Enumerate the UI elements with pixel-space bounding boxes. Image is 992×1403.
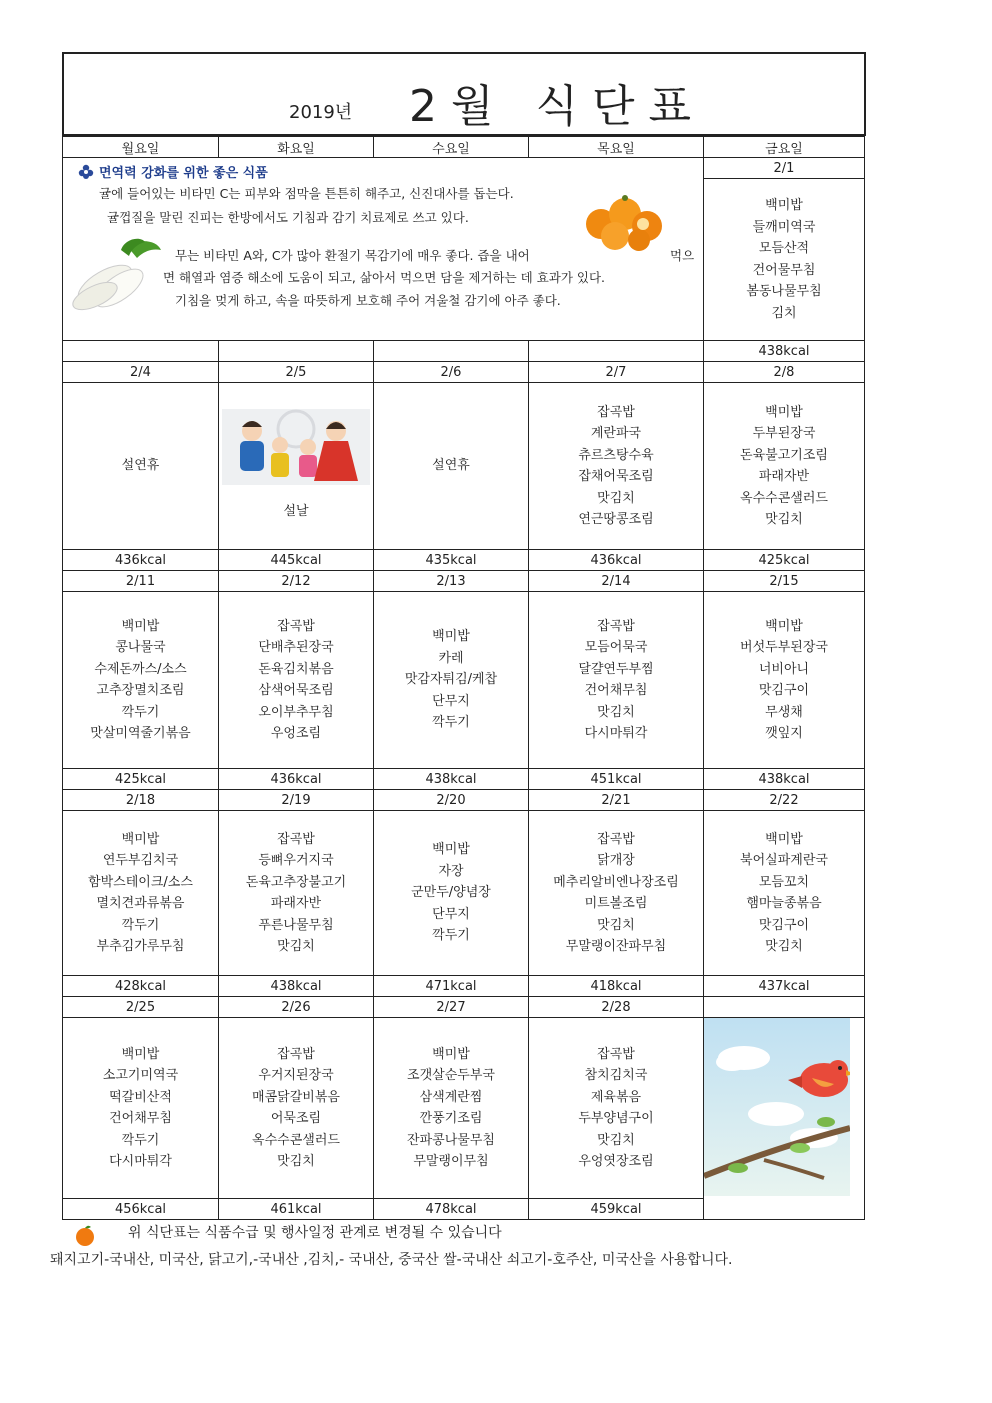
date-2-27: 2/27	[374, 997, 529, 1018]
menu-item: 건어채무침	[584, 683, 648, 698]
menu-item: 콩나물국	[115, 640, 166, 655]
menu-item: 제육볶음	[590, 1089, 642, 1105]
menu-item: 다시마튀각	[109, 1154, 172, 1169]
page-title: 2월 식단표	[409, 81, 705, 132]
menu-item: 깍두기	[121, 704, 160, 720]
menu-item: 잡곡밥	[277, 618, 315, 634]
menu-item: 들깨미역국	[752, 219, 816, 235]
menu-item: 파래자반	[758, 469, 810, 484]
menu-item: 잡곡밥	[597, 831, 635, 847]
meal-plan-sheet	[62, 52, 864, 1222]
weekday-thu: 목요일	[529, 137, 704, 158]
menu-item: 햄마늘종볶음	[746, 896, 822, 911]
menu-item: 우거지된장국	[258, 1068, 334, 1083]
menu-cell-2-13	[374, 592, 529, 769]
date-2-8: 2/8	[704, 362, 865, 383]
menu-item: 돈육김치볶음	[258, 661, 334, 677]
menu-item: 건어물무침	[752, 262, 816, 278]
menu-item: 연근땅콩조림	[578, 512, 654, 527]
menu-item: 깍두기	[121, 917, 160, 933]
weekday-mon: 월요일	[63, 137, 219, 158]
menu-item: 깍두기	[432, 715, 470, 731]
menu-item: 깍두기	[121, 1132, 160, 1148]
date-2-15: 2/15	[704, 571, 865, 592]
menu-item: 돈육고추장불고기	[245, 874, 347, 890]
date-2-28: 2/28	[529, 997, 704, 1018]
menu-item: 맛김구이	[758, 683, 810, 698]
menu-item: 참치김치국	[584, 1068, 648, 1083]
menu-item: 버섯두부된장국	[740, 640, 828, 655]
menu-item: 깍두기	[432, 928, 470, 944]
date-2-22: 2/22	[704, 790, 865, 811]
menu-item: 설연휴	[432, 458, 470, 474]
menu-cell-2-11	[63, 592, 219, 769]
menu-item: 어묵조림	[270, 1111, 322, 1126]
kcal-2-15: 438kcal	[704, 769, 865, 790]
menu-item: 연두부김치국	[102, 853, 179, 868]
menu-item: 오이부추무침	[258, 704, 334, 720]
info-line-3: 무는 비타민 A와, C가 많아 환절기 목감기에 매우 좋다. 즙을 내어	[175, 248, 530, 263]
menu-item: 옥수수콘샐러드	[740, 490, 828, 506]
weekday-tue: 화요일	[219, 137, 374, 158]
info-heading: 면역력 강화를 위한 좋은 식품	[99, 166, 268, 181]
menu-item: 메추리알비엔나장조림	[553, 874, 679, 890]
menu-item: 등뼈우거지국	[258, 853, 334, 868]
menu-cell-2-8	[704, 383, 865, 550]
kcal-2-6: 435kcal	[374, 550, 529, 571]
menu-item: 무말랭이잔파무침	[565, 939, 667, 954]
menu-cell-2-25	[63, 1018, 219, 1199]
menu-item: 맛김치	[277, 1154, 315, 1169]
menu-item: 잔파콩나물무침	[407, 1132, 495, 1148]
info-line-2: 귤껍질을 말린 진피는 한방에서도 기침과 감기 치료제로 쓰고 있다.	[107, 210, 469, 225]
menu-item: 백미밥	[121, 618, 160, 634]
date-2-26: 2/26	[219, 997, 374, 1018]
date-2-19: 2/19	[219, 790, 374, 811]
origin-notice: 돼지고기-국내산, 미국산, 닭고기,-국내산 ,김치,- 국내산, 중국산 쌀-국내산 쇠고기-호주산, 미국산을 사용합니다.	[50, 1252, 733, 1268]
menu-item: 백미밥	[765, 198, 803, 214]
menu-item: 백미밥	[121, 831, 160, 847]
menu-item: 잡곡밥	[597, 404, 635, 420]
menu-cell-2-12	[219, 592, 374, 769]
info-line-6: 기침을 멎게 하고, 속을 따뜻하게 보호해 주어 겨울철 감기에 아주 좋다.	[175, 293, 561, 308]
menu-item: 우엉엿장조림	[578, 1154, 654, 1169]
menu-cell-2-14	[529, 592, 704, 769]
date-2-7: 2/7	[529, 362, 704, 383]
menu-cell-2-27	[374, 1018, 529, 1199]
menu-item: 백미밥	[432, 1046, 470, 1062]
year-label: 2019년	[289, 102, 353, 123]
kcal-2-13: 438kcal	[374, 769, 529, 790]
menu-item: 설연휴	[121, 458, 160, 474]
menu-cell-2-4	[63, 383, 219, 550]
radish-image	[67, 236, 163, 318]
menu-cell-2-20	[374, 811, 529, 976]
menu-cell-2-5	[219, 383, 374, 550]
kcal-2-4: 436kcal	[63, 550, 219, 571]
menu-item: 무생채	[765, 704, 803, 720]
date-2-6: 2/6	[374, 362, 529, 383]
date-2-18: 2/18	[63, 790, 219, 811]
menu-item: 츄르츠탕수육	[578, 447, 654, 463]
menu-item: 북어실파계란국	[740, 853, 828, 868]
menu-item: 두부된장국	[752, 426, 816, 441]
menu-item: 고추장멸치조림	[96, 683, 185, 698]
menu-item: 잡채어묵조림	[578, 469, 654, 484]
menu-item: 백미밥	[121, 1046, 160, 1062]
menu-item: 맛감자튀김/케찹	[404, 672, 498, 688]
menu-cell-2-19	[219, 811, 374, 976]
kcal-2-20: 471kcal	[374, 976, 529, 997]
menu-cell-2-18	[63, 811, 219, 976]
menu-cell-2-1	[704, 179, 865, 341]
info-line-1: 귤에 들어있는 비타민 C는 피부와 점막을 튼튼히 해주고, 신진대사를 돕는다.	[99, 186, 514, 201]
title-box	[62, 52, 866, 136]
kcal-2-5: 445kcal	[219, 550, 374, 571]
menu-item: 돈육불고기조림	[740, 447, 828, 463]
menu-item: 두부양념구이	[578, 1111, 654, 1126]
menu-item: 군만두/양념장	[411, 885, 491, 901]
date-2-13: 2/13	[374, 571, 529, 592]
date-2-1: 2/1	[704, 158, 865, 179]
empty-cell	[374, 341, 529, 362]
menu-item: 백미밥	[765, 618, 803, 634]
menu-item: 떡갈비산적	[109, 1089, 172, 1105]
kcal-2-8: 425kcal	[704, 550, 865, 571]
kcal-2-25: 456kcal	[63, 1199, 219, 1220]
menu-item: 백미밥	[765, 831, 803, 847]
menu-item: 계란파국	[590, 426, 642, 441]
menu-item: 단무지	[432, 693, 470, 709]
menu-item: 미트볼조림	[584, 896, 648, 911]
empty-cell	[63, 341, 219, 362]
menu-item: 깻잎지	[765, 726, 803, 741]
menu-item: 다시마튀각	[584, 726, 648, 741]
menu-item: 푸른나물무침	[258, 917, 334, 933]
menu-item: 조갯살순두부국	[407, 1068, 495, 1083]
kcal-2-18: 428kcal	[63, 976, 219, 997]
kcal-2-14: 451kcal	[529, 769, 704, 790]
menu-item: 너비아니	[758, 661, 810, 677]
menu-cell-2-22	[704, 811, 865, 976]
menu-item: 맛김치	[765, 939, 803, 954]
menu-item: 봄동나물무침	[746, 284, 822, 300]
menu-item: 잡곡밥	[277, 831, 315, 847]
family-hanbok-image	[222, 409, 370, 485]
kcal-2-28: 459kcal	[529, 1199, 704, 1220]
menu-item: 설날	[283, 504, 309, 520]
kcal-2-22: 437kcal	[704, 976, 865, 997]
menu-item: 백미밥	[765, 404, 803, 420]
menu-item: 우엉조림	[270, 726, 322, 741]
menu-cell-2-28	[529, 1018, 704, 1199]
menu-item: 자장	[438, 863, 464, 879]
menu-item: 맛김치	[597, 490, 635, 506]
weekday-fri: 금요일	[704, 137, 865, 158]
menu-item: 단무지	[432, 906, 470, 922]
menu-item: 삼색계란찜	[419, 1089, 483, 1105]
weekday-wed: 수요일	[374, 137, 529, 158]
menu-item: 카레	[438, 650, 464, 666]
menu-item: 모듬어묵국	[584, 640, 648, 655]
menu-grid	[62, 136, 865, 1220]
menu-item: 백미밥	[432, 629, 470, 645]
info-line-4: 먹으	[670, 248, 695, 263]
change-notice: 위 식단표는 식품수급 및 행사일정 관계로 변경될 수 있습니다	[128, 1225, 502, 1241]
menu-item: 맛김치	[597, 1132, 635, 1148]
flower-icon	[77, 163, 95, 181]
decor-cell	[704, 1018, 865, 1220]
menu-item: 삼색어묵조림	[258, 683, 334, 698]
menu-item: 부추김가루무침	[96, 939, 185, 954]
info-line-5: 면 해열과 염증 해소에 도움이 되고, 삶아서 먹으면 담을 제거하는 데 효과가 있다.	[163, 270, 606, 285]
kcal-2-26: 461kcal	[219, 1199, 374, 1220]
menu-item: 잡곡밥	[597, 1046, 635, 1062]
menu-item: 맛김치	[597, 917, 635, 933]
menu-item: 김치	[771, 305, 797, 321]
menu-item: 건어채무침	[109, 1111, 172, 1126]
date-2-25: 2/25	[63, 997, 219, 1018]
date-2-11: 2/11	[63, 571, 219, 592]
kcal-2-27: 478kcal	[374, 1199, 529, 1220]
kcal-2-21: 418kcal	[529, 976, 704, 997]
menu-item: 백미밥	[432, 842, 470, 858]
menu-item: 무말랭이무침	[413, 1154, 489, 1169]
menu-item: 단배추된장국	[258, 640, 334, 655]
tangerines-image	[583, 184, 667, 252]
menu-item: 모듬꼬치	[758, 874, 810, 890]
menu-item: 맛김치	[765, 512, 803, 527]
menu-cell-2-7	[529, 383, 704, 550]
date-2-20: 2/20	[374, 790, 529, 811]
kcal-2-7: 436kcal	[529, 550, 704, 571]
bird-on-branch-image	[704, 1018, 850, 1196]
kcal-2-1: 438kcal	[704, 341, 865, 362]
menu-item: 멸치견과류볶음	[96, 896, 185, 911]
kcal-2-11: 425kcal	[63, 769, 219, 790]
menu-item: 모듬산적	[758, 241, 810, 257]
health-info-box	[63, 158, 704, 341]
menu-item: 달걀연두부찜	[578, 661, 654, 677]
date-2-21: 2/21	[529, 790, 704, 811]
menu-item: 소고기미역국	[102, 1068, 179, 1083]
empty-cell	[219, 341, 374, 362]
menu-item: 옥수수콘샐러드	[252, 1132, 340, 1148]
empty-cell	[704, 997, 865, 1018]
menu-item: 맛김구이	[758, 917, 810, 933]
menu-item: 맛김치	[277, 939, 315, 954]
menu-cell-2-6	[374, 383, 529, 550]
menu-item: 수제돈까스/소스	[94, 661, 187, 677]
menu-item: 파래자반	[270, 896, 322, 911]
date-2-12: 2/12	[219, 571, 374, 592]
orange-icon	[74, 1224, 96, 1246]
menu-item: 닭개장	[597, 853, 635, 868]
menu-item: 잡곡밥	[277, 1046, 315, 1062]
kcal-2-12: 436kcal	[219, 769, 374, 790]
kcal-2-19: 438kcal	[219, 976, 374, 997]
menu-cell-2-21	[529, 811, 704, 976]
menu-item: 깐풍기조림	[419, 1111, 483, 1126]
menu-item: 함박스테이크/소스	[88, 874, 193, 890]
date-2-4: 2/4	[63, 362, 219, 383]
date-2-14: 2/14	[529, 571, 704, 592]
menu-item: 맛살미역줄기볶음	[90, 726, 191, 741]
menu-cell-2-15	[704, 592, 865, 769]
empty-cell	[529, 341, 704, 362]
date-2-5: 2/5	[219, 362, 374, 383]
menu-item: 잡곡밥	[597, 618, 635, 634]
menu-cell-2-26	[219, 1018, 374, 1199]
menu-item: 맛김치	[597, 704, 635, 720]
menu-item: 매콤닭갈비볶음	[252, 1089, 340, 1105]
